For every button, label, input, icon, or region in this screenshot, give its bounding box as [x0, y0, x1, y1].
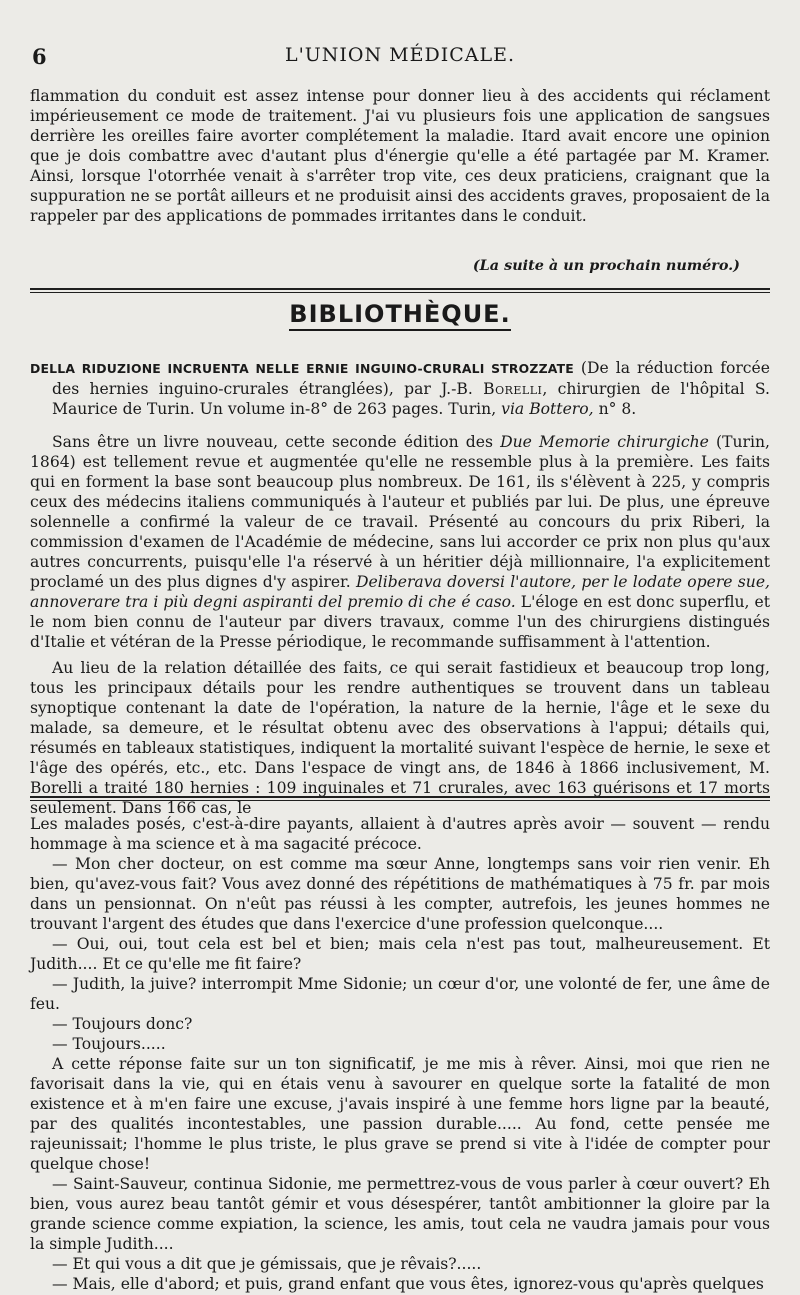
section-divider — [30, 288, 770, 293]
review-paragraph: Au lieu de la relation détaillée des faits, ce qui serait fastidieux et beaucoup trop long, tous les principaux détails pour les rendre authentiques se trouvent dans un tableau synoptique contenant la date de l'opération, la nature de la hernie, l'âge et le sexe du malade, sa demeure, et le résultat obtenu avec des observations à l'appui; détails qui, résumés en tableaux statistiques, indiquent la mortalité suivant l'espèce de hernie, le sexe et l'âge des opérés, etc., etc. Dans l'espace de vingt ans, de 1846 à 1866 inclusivement, M. Borelli a traité 180 hernies : 109 inguinales et 71 crurales, avec 163 guérisons et 17 morts seulement. Dans 166 cas, le — [30, 659, 770, 817]
cited-work-title: Due Memorie chirurgiche — [500, 433, 709, 451]
page-number: 6 — [32, 44, 47, 69]
feuilleton-paragraph: Les malades posés, c'est-à-dire payants, allaient à d'autres après avoir — souvent — rendu hommage à ma science et à ma sagacité précoce. — [30, 815, 770, 853]
feuilleton-paragraph: — Saint-Sauveur, continua Sidonie, me permettrez-vous de vous parler à cœur ouvert? Eh bien, vous aurez beau tantôt gémir et vous désespérer, tantôt ambitionner la gloire par la grande science comme expiation, la science, les amis, tout cela ne vaudra jamais pour vous la simple Judith.... — [30, 1175, 770, 1253]
feuilleton-paragraph: — Mon cher docteur, on est comme ma sœur Anne, longtemps sans voir rien venir. Eh bien, qu'avez-vous fait? Vous avez donné des répétitions de mathématiques à 75 fr. par mois dans un pensionnat. On n'eût pas réussi à les compter, autrefois, les jeunes hommes ne trouvant l'argent des études que dans l'exercice d'une profession quelconque.... — [30, 855, 770, 933]
article-paragraph: flammation du conduit est assez intense pour donner lieu à des accidents qui réclament impérieusement ce mode de traitement. J'ai vu plusieurs fois une application de sangsues derrière les oreilles faire avorter complétement la maladie. Itard avait encore une opinion que je dois combattre avec d'autant plus d'énergie qu'elle a été partagée par M. Kramer. Ainsi, lorsque l'otorrhée venait à s'arrêter trop vite, ces deux praticiens, craignant que la suppuration ne se portât ailleurs et ne produisit ainsi des accidents graves, proposaient de la rappeler par des applications de pommades irritantes dans le conduit. — [30, 87, 770, 225]
to-be-continued-note: (La suite à un prochain numéro.) — [472, 257, 740, 274]
feuilleton-paragraph: — Toujours donc? — [52, 1015, 193, 1033]
book-description: (De la réduction forcée des hernies inguino-crurales étranglées), par J.-B. — [52, 359, 770, 398]
feuilleton-divider — [30, 796, 770, 801]
section-title — [0, 300, 800, 328]
feuilleton-section — [30, 814, 770, 1294]
book-details: , chirurgien de l'hôpital S. Maurice de Turin. Un volume in-8° de 263 pages. Turin, — [52, 380, 771, 418]
section-title-text: BIBLIOTHÈQUE. — [289, 300, 510, 331]
feuilleton-paragraph: — Oui, oui, tout cela est bel et bien; mais cela n'est pas tout, malheureusement. Et Judith.... Et ce qu'elle me fit faire? — [30, 935, 770, 973]
feuilleton-paragraph: — Mais, elle d'abord; et puis, grand enfant que vous êtes, ignorez-vous qu'après quelques — [52, 1275, 764, 1293]
review-paragraph: Sans être un livre nouveau, cette seconde édition des Due Memorie chirurgiche (Turin, 1864) est tellement revue et augmentée qu'elle ne ressemble plus à la première. Les faits qui en forment la base sont beaucoup plus nombreux. De 161, ils s'élèvent à 225, y compris ceux des médecins italiens communiqués à l'auteur et publiés par lui. De plus, une épreuve solennelle a confirmé la valeur de ce travail. Présenté au concours du prix Riberi, la commission d'examen de l'Académie de médecine, sans lui accorder ce prix non plus qu'aux autres concurrents, puisqu'elle l'a réservé à un héritier déjà millionnaire, l'a explicitement proclamé un des plus dignes d'y aspirer. Deliberava doversi l'autore, per le lodate opere sue, annoverare tra i più degni aspiranti del premio di che é caso. L'éloge en est donc superflu, et le nom bien connu de l'auteur par divers travaux, comme l'un des chirurgiens distingués d'Italie et vétéran de la Presse périodique, le recommande suffisamment à l'attention. — [30, 433, 771, 651]
feuilleton-paragraph: A cette réponse faite sur un ton significatif, je me mis à rêver. Ainsi, moi que rien ne favorisait dans la vie, qui en étais venu à savourer en quelque sorte la fatalité de mon existence et à m'en faire une excuse, j'avais inspiré à une femme hors ligne par la beauté, par des qualités incontestables, une passion durable..... Au fond, cette pensée me rajeunissait; l'homme le plus triste, le plus grave se prend si vite à l'idée de compter pour quelque chose! — [30, 1055, 770, 1173]
book-reference — [30, 358, 770, 419]
feuilleton-paragraph: — Et qui vous a dit que je gémissais, que je rêvais?..... — [52, 1255, 482, 1273]
bibliography-section — [30, 358, 770, 818]
italian-quotation: Deliberava doversi l'autore, per le lodate opere sue, annoverare tra i più degni aspiranti del premio di che é caso. — [30, 573, 770, 611]
book-title: DELLA RIDUZIONE INCRUENTA NELLE ERNIE INGUINO-CRURALI STROZZATE — [30, 361, 574, 376]
feuilleton-paragraph: — Toujours..... — [52, 1035, 166, 1053]
book-publisher-address: via Bottero, — [501, 400, 594, 418]
page-header — [30, 38, 770, 78]
book-address-number: n° 8. — [593, 400, 637, 418]
article-continuation — [30, 86, 770, 226]
book-author: Borelli — [483, 380, 543, 398]
running-title: L'UNION MÉDICALE. — [284, 44, 516, 66]
feuilleton-paragraph: — Judith, la juive? interrompit Mme Sidonie; un cœur d'or, une volonté de fer, une âme de feu. — [30, 975, 770, 1013]
